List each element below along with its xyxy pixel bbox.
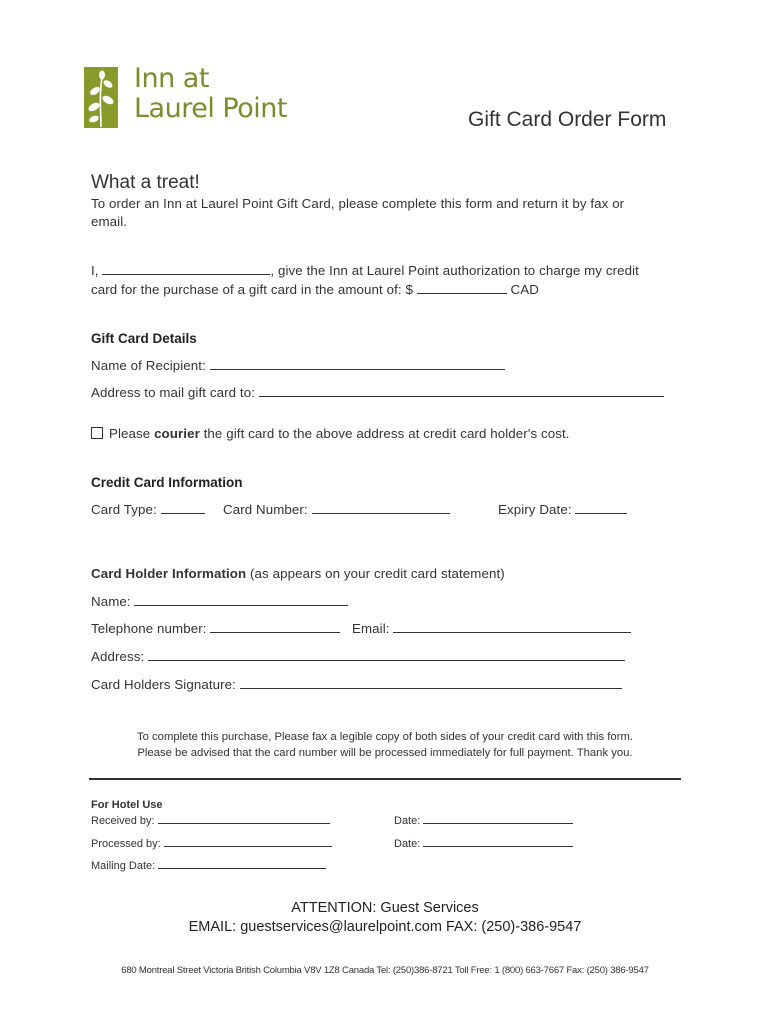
contact-email-fax: EMAIL: guestservices@laurelpoint.com FAX: (250)-386-9547: [188, 919, 582, 935]
courier-post: the gift card to the above address at credit card holder's cost.: [203, 426, 570, 441]
auth-prefix: I,: [91, 263, 99, 278]
intro-text-line-2: email.: [91, 214, 128, 229]
signature-label: Card Holders Signature:: [91, 677, 236, 692]
amount-label: card for the purchase of a gift card in the amount of: $: [91, 282, 413, 297]
holder-address-row: [91, 649, 625, 664]
intro-heading: What a treat!: [91, 172, 200, 193]
processed-field[interactable]: [164, 837, 332, 847]
phone-label: Telephone number:: [91, 621, 207, 636]
email-field[interactable]: [393, 621, 631, 633]
received-date-field[interactable]: [423, 814, 573, 824]
email-row: [352, 621, 631, 636]
mailing-field[interactable]: [158, 859, 326, 869]
courier-pre: Please: [109, 426, 151, 441]
expiry-row: [498, 502, 627, 517]
processed-date-row: [394, 837, 573, 850]
intro-text-line-1: To order an Inn at Laurel Point Gift Card, please complete this form and return it by fax or: [91, 196, 625, 211]
processed-label: Processed by:: [91, 838, 161, 850]
authorization-line-1: [91, 263, 639, 278]
card-type-row: [91, 502, 205, 517]
page-title: Gift Card Order Form: [468, 108, 667, 131]
card-type-field[interactable]: [161, 502, 205, 514]
note-line-1: To complete this purchase, Please fax a legible copy of both sides of your credit card with this form.: [136, 731, 634, 743]
card-number-field[interactable]: [312, 502, 450, 514]
amount-field[interactable]: [417, 282, 507, 294]
authorizer-name-field[interactable]: [102, 263, 270, 275]
card-holder-heading-note: (as appears on your credit card statement): [250, 566, 505, 581]
auth-suffix: , give the Inn at Laurel Point authorization to charge my credit: [270, 263, 639, 278]
holder-address-field[interactable]: [148, 649, 625, 661]
logo-line-1: Inn at: [134, 63, 209, 94]
authorization-line-2: [91, 282, 539, 297]
received-label: Received by:: [91, 815, 155, 827]
mail-address-row: [91, 385, 664, 400]
courier-row: [91, 426, 570, 441]
processed-row: [91, 837, 332, 850]
credit-card-heading: Credit Card Information: [91, 475, 243, 490]
expiry-field[interactable]: [575, 502, 627, 514]
signature-row: [91, 677, 622, 692]
holder-name-row: [91, 594, 348, 609]
mailing-label: Mailing Date:: [91, 860, 156, 872]
processed-date-field[interactable]: [423, 837, 573, 847]
card-holder-heading-row: [91, 566, 505, 581]
phone-row: [91, 621, 340, 636]
section-divider: [89, 778, 681, 780]
received-row: [91, 814, 330, 827]
signature-field[interactable]: [240, 677, 622, 689]
email-label: Email:: [352, 621, 390, 636]
recipient-field[interactable]: [210, 358, 505, 370]
processed-date-label: Date:: [394, 838, 421, 850]
courier-bold: courier: [154, 426, 200, 441]
note-line-2: Please be advised that the card number will be processed immediately for full payment. Thank you.: [137, 747, 633, 759]
received-date-row: [394, 814, 573, 827]
received-field[interactable]: [158, 814, 330, 824]
card-type-label: Card Type:: [91, 502, 157, 517]
recipient-label: Name of Recipient:: [91, 358, 206, 373]
footer-address: 680 Montreal Street Victoria British Columbia V8V 1Z8 Canada Tel: (250)386-8721 Toll Free: 1 (800) 663-7667 Fax: (250) 386-9547: [121, 965, 649, 976]
gift-card-details-heading: Gift Card Details: [91, 331, 197, 346]
logo-wordmark: [134, 64, 287, 124]
holder-name-label: Name:: [91, 594, 131, 609]
hotel-use-heading: For Hotel Use: [91, 799, 163, 811]
card-holder-heading: Card Holder Information: [91, 566, 247, 581]
currency-label: CAD: [510, 282, 539, 297]
holder-address-label: Address:: [91, 649, 145, 664]
received-date-label: Date:: [394, 815, 421, 827]
attention-line: ATTENTION: Guest Services: [291, 900, 479, 916]
logo-line-2: Laurel Point: [134, 93, 287, 124]
mailing-row: [91, 859, 326, 872]
expiry-label: Expiry Date:: [498, 502, 572, 517]
recipient-row: [91, 358, 505, 373]
holder-name-field[interactable]: [134, 594, 348, 606]
courier-checkbox[interactable]: [91, 427, 103, 439]
card-number-label: Card Number:: [223, 502, 308, 517]
card-number-row: [223, 502, 450, 517]
mail-address-label: Address to mail gift card to:: [91, 385, 256, 400]
mail-address-field[interactable]: [259, 385, 664, 397]
logo-leaf-icon: [84, 67, 118, 128]
phone-field[interactable]: [210, 621, 340, 633]
